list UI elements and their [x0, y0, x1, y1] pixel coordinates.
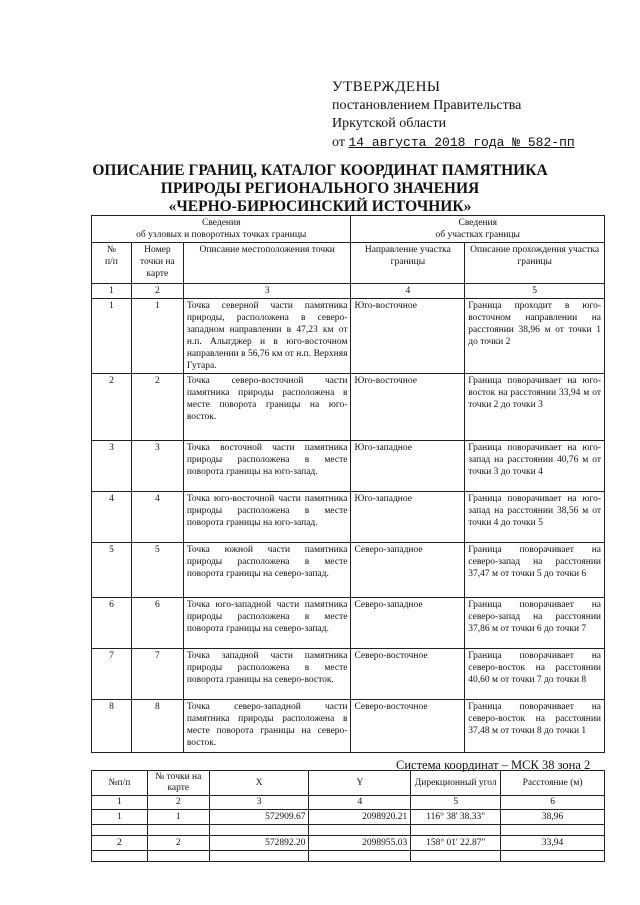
spacer-cell [92, 825, 148, 836]
row-number: 7 [92, 649, 132, 700]
t2-colnum-1: 1 [92, 796, 148, 810]
row-x: 572909.67 [209, 810, 309, 825]
header-distance: Расстояние (м) [501, 771, 605, 796]
table1-row [92, 374, 605, 441]
spacer-cell [209, 825, 309, 836]
colnum-2: 2 [131, 284, 183, 299]
row-number: 4 [92, 492, 132, 543]
boundary-description-table [91, 215, 605, 753]
title-line3: «ЧЕРНО-БИРЮСИНСКИЙ ИСТОЧНИК» [168, 198, 472, 215]
row-segment-passage: Граница поворачивает на северо-запад на расстоянии 37,47 м от точки 5 до точки 6 [465, 543, 605, 598]
title-line2: ПРИРОДЫ РЕГИОНАЛЬНОГО ЗНАЧЕНИЯ [160, 180, 480, 197]
coordinate-system-label: Система координат – МСК 38 зона 2 [396, 758, 591, 772]
table1-row [92, 649, 605, 700]
row-number: 6 [92, 598, 132, 649]
table1-row [92, 492, 605, 543]
colnum-5: 5 [465, 284, 605, 299]
row-point-location: Точка северо-западной части памятника природы расположена в месте поворота границы на северо-восток. [183, 700, 351, 753]
table1-row [92, 543, 605, 598]
row-number: 3 [92, 441, 132, 492]
row-segment-passage: Граница поворачивает на северо-запад на расстоянии 37,86 м от точки 6 до точки 7 [465, 598, 605, 649]
approved-date-number: 14 августа 2018 года № 582-пп [348, 134, 575, 150]
spacer-cell [309, 825, 411, 836]
table1-row [92, 299, 605, 374]
row-y: 2098920.21 [309, 810, 411, 825]
spacer-cell [309, 851, 411, 862]
row-number: 1 [92, 299, 132, 374]
table2-row [92, 810, 605, 825]
row-segment-passage: Граница поворачивает на северо-восток на расстоянии 40,60 м от точки 7 до точки 8 [465, 649, 605, 700]
row-map-point: 1 [147, 810, 209, 825]
header-segment-passage: Описание прохождения участка границы [465, 243, 605, 284]
row-point-location: Точка юго-западной части памятника природы расположена в месте поворота границы на северо-запад. [183, 598, 351, 649]
row-segment-passage: Граница поворачивает на юго-запад на расстоянии 38,56 м от точки 4 до точки 5 [465, 492, 605, 543]
row-map-point: 2 [147, 836, 209, 851]
approved-prefix: от [332, 134, 345, 150]
table2-colnum-row [92, 796, 605, 810]
table2-spacer-row [92, 851, 605, 862]
t2-colnum-3: 3 [209, 796, 309, 810]
row-point-location: Точка восточной части памятника природы расположена в месте поворота границы на юго-запад. [183, 441, 351, 492]
row-number: 2 [92, 374, 132, 441]
t2-colnum-6: 6 [501, 796, 605, 810]
row-num: 1 [92, 810, 148, 825]
table2-header-row [92, 771, 605, 796]
table1-row [92, 700, 605, 753]
row-segment-direction: Северо-западное [351, 543, 465, 598]
row-number: 5 [92, 543, 132, 598]
row-segment-passage: Граница проходит в юго-восточном направлении на расстоянии 38,96 м от точки 1 до точки 2 [465, 299, 605, 374]
spacer-cell [92, 851, 148, 862]
row-point-number: 6 [131, 598, 183, 649]
row-segment-passage: Граница поворачивает на северо-восток на расстоянии 37,48 м от точки 8 до точки 1 [465, 700, 605, 753]
row-distance: 38,96 [501, 810, 605, 825]
header-point-location: Описание местоположения точки [183, 243, 351, 284]
row-point-number: 8 [131, 700, 183, 753]
row-angle: 158° 01' 22.87" [411, 836, 501, 851]
header-x: X [209, 771, 309, 796]
header-map-point: № точки на карте [147, 771, 209, 796]
row-point-number: 2 [131, 374, 183, 441]
row-segment-direction: Северо-восточное [351, 649, 465, 700]
spacer-cell [209, 851, 309, 862]
row-segment-direction: Юго-западное [351, 441, 465, 492]
table1-row [92, 441, 605, 492]
row-point-number: 3 [131, 441, 183, 492]
header-point-on-map: Номер точки на карте [131, 243, 183, 284]
document-title [0, 162, 640, 216]
row-segment-direction: Юго-западное [351, 492, 465, 543]
spacer-cell [501, 825, 605, 836]
row-num: 2 [92, 836, 148, 851]
row-segment-passage: Граница поворачивает на юго-восток на расстоянии 33,94 м от точки 2 до точки 3 [465, 374, 605, 441]
table1-header-row [92, 243, 605, 284]
spacer-cell [147, 851, 209, 862]
row-point-number: 5 [131, 543, 183, 598]
row-y: 2098955.03 [309, 836, 411, 851]
group-segments-header: Сведения об участках границы [351, 216, 605, 243]
spacer-cell [411, 825, 501, 836]
header-num: №п/п [92, 771, 148, 796]
table1-group-row [92, 216, 605, 243]
approved-title: УТВЕРЖДЕНЫ [332, 79, 441, 95]
row-segment-passage: Граница поворачивает на юго-запад на расстоянии 40,76 м от точки 3 до точки 4 [465, 441, 605, 492]
row-point-number: 4 [131, 492, 183, 543]
row-point-location: Точка западной части памятника природы расположена в месте поворота границы на северо-восток. [183, 649, 351, 700]
row-x: 572892.20 [209, 836, 309, 851]
header-number: № п/п [92, 243, 132, 284]
spacer-cell [147, 825, 209, 836]
row-point-location: Точка юго-восточной части памятника природы расположена в месте поворота границы на юго-запад. [183, 492, 351, 543]
coordinate-catalog-table [91, 770, 605, 862]
header-segment-direction: Направление участка границы [351, 243, 465, 284]
t2-colnum-2: 2 [147, 796, 209, 810]
approved-line1: постановлением Правительства [332, 97, 522, 113]
table2-spacer-row [92, 825, 605, 836]
row-point-number: 1 [131, 299, 183, 374]
row-segment-direction: Юго-восточное [351, 299, 465, 374]
approval-block [332, 78, 575, 152]
approved-date-line [332, 134, 575, 153]
spacer-cell [501, 851, 605, 862]
colnum-3: 3 [183, 284, 351, 299]
spacer-cell [411, 851, 501, 862]
row-point-location: Точка северной части памятника природы, расположена в северо-западном направлении в 47,23 км от н.п. Алыгджер и в юго-восточном направлении в 56,76 км от н.п. Верхняя Гутара. [183, 299, 351, 374]
row-point-location: Точка северо-восточной части памятника природы расположена в месте поворота границы на юго-восток. [183, 374, 351, 441]
colnum-1: 1 [92, 284, 132, 299]
table1-row [92, 598, 605, 649]
row-segment-direction: Северо-восточное [351, 700, 465, 753]
row-point-number: 7 [131, 649, 183, 700]
row-angle: 116° 38' 38.33" [411, 810, 501, 825]
table2-row [92, 836, 605, 851]
group-points-header: Сведения об узловых и поворотных точках границы [92, 216, 351, 243]
colnum-4: 4 [351, 284, 465, 299]
title-line1: ОПИСАНИЕ ГРАНИЦ, КАТАЛОГ КООРДИНАТ ПАМЯТНИКА [92, 162, 548, 179]
header-direction-angle: Дирекционный угол [411, 771, 501, 796]
row-distance: 33,94 [501, 836, 605, 851]
row-point-location: Точка южной части памятника природы расположена в месте поворота границы на северо-запад. [183, 543, 351, 598]
header-y: Y [309, 771, 411, 796]
row-segment-direction: Юго-восточное [351, 374, 465, 441]
t2-colnum-4: 4 [309, 796, 411, 810]
row-number: 8 [92, 700, 132, 753]
t2-colnum-5: 5 [411, 796, 501, 810]
approved-line2: Иркутской области [332, 116, 447, 131]
row-segment-direction: Северо-западное [351, 598, 465, 649]
table1-colnum-row [92, 284, 605, 299]
